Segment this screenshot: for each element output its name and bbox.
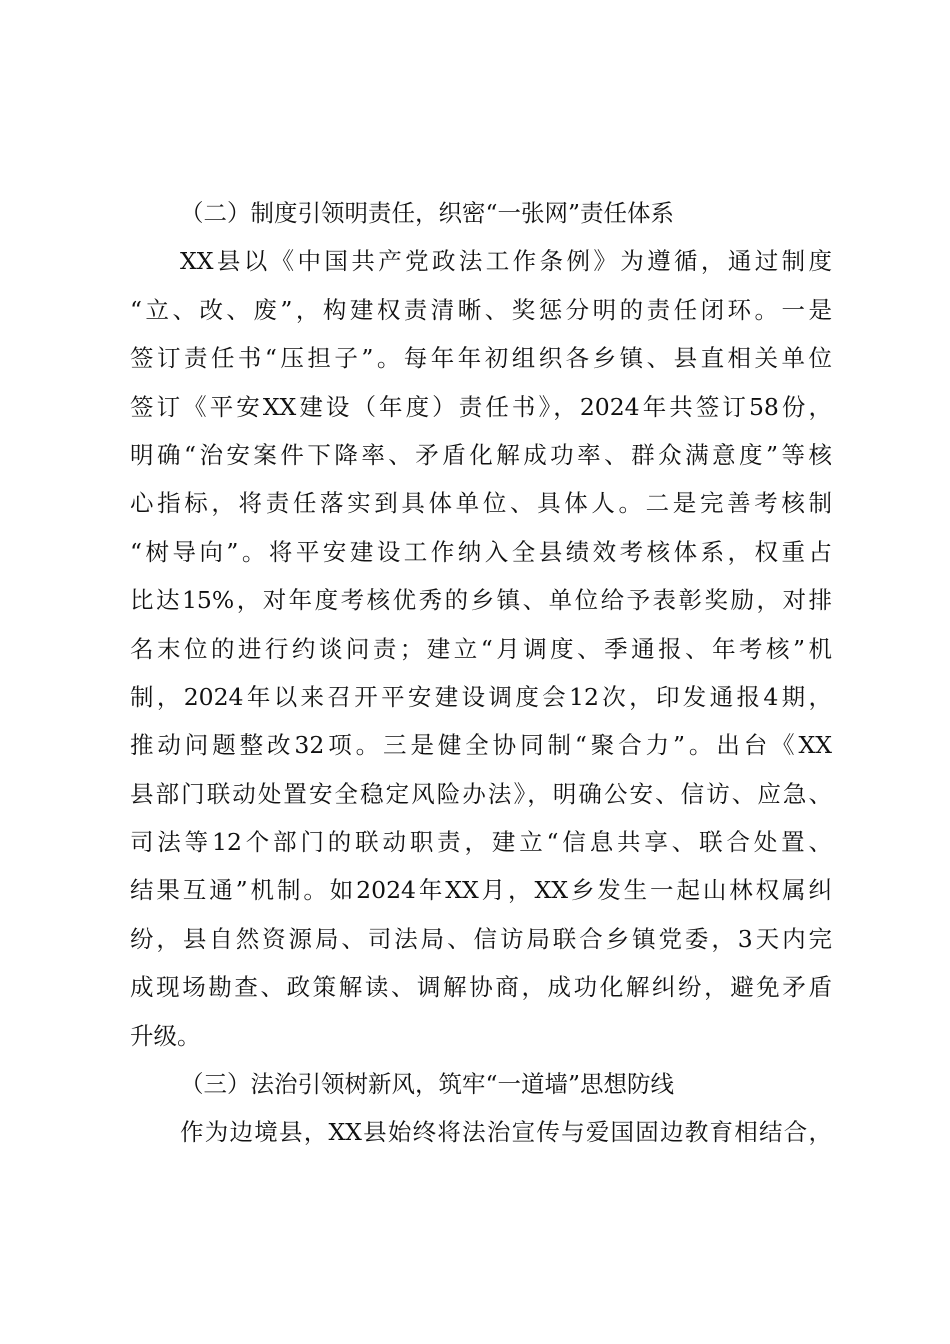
paragraph-line: 明确“治安案件下降率、矛盾化解成功率、群众满意度”等核	[130, 440, 832, 469]
paragraph-line: 比达15%，对年度考核优秀的乡镇、单位给予表彰奖励，对排	[130, 586, 832, 615]
paragraph-line: 制，2024年以来召开平安建设调度会12次，印发通报4期，	[130, 682, 832, 711]
paragraph-line: “树导向”。将平安建设工作纳入全县绩效考核体系，权重占	[130, 537, 832, 566]
paragraph-line: 纷，县自然资源局、司法局、信访局联合乡镇党委，3天内完	[130, 924, 832, 953]
paragraph-line: 作为边境县，XX县始终将法治宣传与爱国固边教育相结合，	[180, 1118, 832, 1147]
paragraph-line: 签订责任书“压担子”。每年年初组织各乡镇、县直相关单位	[130, 344, 832, 373]
section-heading: （二）制度引领明责任，织密“一张网”责任体系	[180, 199, 675, 227]
paragraph-line: “立、改、废”，构建权责清晰、奖惩分明的责任闭环。一是	[130, 295, 832, 324]
paragraph-line: 结果互通”机制。如2024年XX月，XX乡发生一起山林权属纠	[130, 876, 832, 905]
section-heading: （三）法治引领树新风，筑牢“一道墙”思想防线	[180, 1070, 675, 1099]
paragraph-line: 司法等12个部门的联动职责，建立“信息共享、联合处置、	[130, 828, 832, 857]
paragraph-line: 签订《平安XX建设（年度）责任书》，2024年共签订58份，	[130, 392, 832, 421]
paragraph-line: 名末位的进行约谈问责；建立“月调度、季通报、年考核”机	[130, 634, 832, 663]
paragraph-line: 成现场勘查、政策解读、调解协商，成功化解纠纷，避免矛盾	[130, 973, 832, 1002]
paragraph-line: 升级。	[130, 1021, 201, 1050]
paragraph-line: 推动问题整改32项。三是健全协同制“聚合力”。出台《XX	[130, 731, 832, 760]
paragraph-line: 县部门联动处置安全稳定风险办法》，明确公安、信访、应急、	[130, 779, 832, 808]
document-body	[130, 189, 832, 1157]
paragraph-line: XX县以《中国共产党政法工作条例》为遵循，通过制度	[180, 247, 832, 276]
paragraph-line: 心指标，将责任落实到具体单位、具体人。二是完善考核制	[130, 489, 832, 518]
